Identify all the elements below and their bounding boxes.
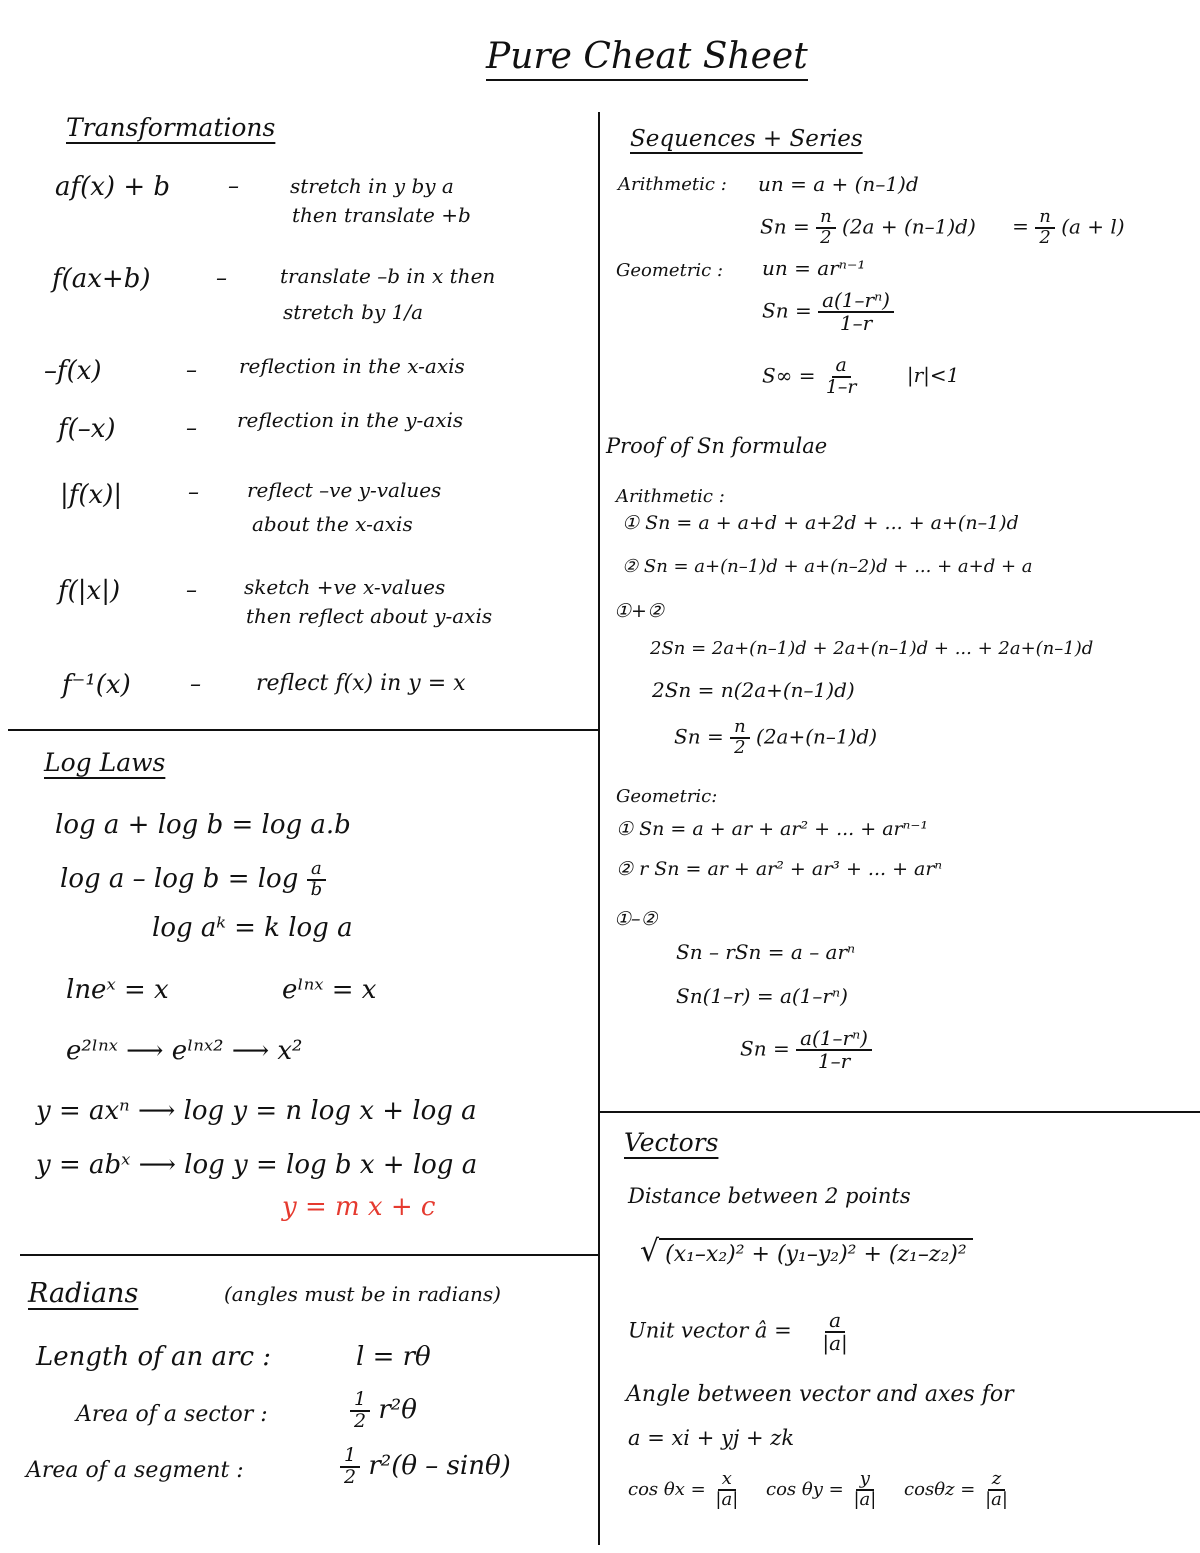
transform-expression: f(|x|) <box>58 576 121 606</box>
transform-dash: – <box>186 578 197 603</box>
log-law-power-model: y = axⁿ ⟶ log y = n log x + log a <box>36 1096 477 1126</box>
fraction <box>307 860 327 900</box>
transform-expression: |f(x)| <box>60 480 123 510</box>
transform-expression: –f(x) <box>44 356 102 386</box>
transform-dash: – <box>228 174 239 199</box>
fraction-numerator: a <box>825 1310 845 1333</box>
fraction <box>730 718 750 758</box>
arithmetic-label: Arithmetic : <box>618 174 727 195</box>
arc-length-formula: l = rθ <box>356 1342 431 1372</box>
transform-expression: f⁻¹(x) <box>62 670 131 700</box>
log-law-product: log a + log b = log a.b <box>55 810 351 840</box>
fraction-numerator: 1 <box>340 1446 360 1468</box>
proof-step-label: ①–② <box>614 908 658 930</box>
log-laws-heading: Log Laws <box>44 748 166 777</box>
arithmetic-sum <box>760 208 1125 248</box>
proof-line: ① Sn = a + ar + ar² + ... + arⁿ⁻¹ <box>616 818 928 840</box>
fraction-denominator: 1–r <box>839 311 873 335</box>
fraction-numerator: y <box>856 1470 874 1491</box>
arithmetic-sum-body: (2a + (n–1)d) <box>842 214 976 239</box>
radians-heading: Radians <box>28 1278 139 1309</box>
straight-line-form: y = m x + c <box>282 1192 436 1222</box>
cos-x-lhs: cos θx = <box>628 1478 706 1500</box>
unit-vector <box>628 1310 852 1354</box>
cos-z-lhs: cosθz = <box>904 1478 976 1500</box>
log-law-quotient <box>60 860 326 900</box>
proof-arithmetic-label: Arithmetic : <box>616 486 725 507</box>
fraction <box>822 356 861 398</box>
sector-area-label: Area of a sector : <box>76 1402 268 1427</box>
transform-description: then reflect about y-axis <box>246 604 493 628</box>
sector-area-tail: r²θ <box>378 1394 417 1425</box>
fraction-numerator: z <box>988 1470 1005 1491</box>
fraction <box>818 1310 851 1354</box>
fraction <box>796 1028 872 1072</box>
proof-line: ② r Sn = ar + ar² + ar³ + ... + arⁿ <box>616 858 943 880</box>
fraction-denominator: 2 <box>820 226 832 248</box>
angle-label: Angle between vector and axes for <box>626 1382 1014 1407</box>
geometric-sum <box>762 290 894 334</box>
fraction-denominator: 2 <box>734 736 746 758</box>
fraction-denominator: |a| <box>822 1331 848 1355</box>
divider-transform-log <box>8 729 598 731</box>
geometric-nth-term: un = arⁿ⁻¹ <box>762 256 866 280</box>
divider-log-radians <box>20 1254 598 1256</box>
fraction-denominator: |a| <box>853 1488 877 1510</box>
transform-expression: f(ax+b) <box>52 264 151 294</box>
proof-result <box>674 718 877 758</box>
distance-label: Distance between 2 points <box>628 1184 911 1208</box>
fraction <box>816 208 836 248</box>
proof-step-label: ①+② <box>614 600 664 622</box>
transformations-heading: Transformations <box>66 113 276 142</box>
proof-result-lhs: Sn = <box>674 724 724 749</box>
fraction-denominator: 2 <box>354 1409 367 1432</box>
fraction <box>818 290 894 334</box>
fraction <box>849 1470 880 1510</box>
segment-area-formula <box>340 1446 511 1488</box>
fraction-numerator: a(1–rⁿ) <box>818 290 894 313</box>
cos-y-lhs: cos θy = <box>766 1478 844 1500</box>
arithmetic-sum-alt: (a + l) <box>1061 214 1125 239</box>
transform-description: reflection in the y-axis <box>237 408 464 432</box>
fraction-denominator: 2 <box>344 1465 357 1488</box>
proof-line: Sn – rSn = a – arⁿ <box>676 940 856 964</box>
fraction-denominator: 2 <box>1039 226 1051 248</box>
proof-line: ② Sn = a+(n–1)d + a+(n–2)d + ... + a+d + a <box>622 556 1033 577</box>
transform-description: then translate +b <box>292 203 471 227</box>
geometric-label: Geometric : <box>616 260 724 281</box>
arithmetic-nth-term: un = a + (n–1)d <box>758 172 919 196</box>
page-title: Pure Cheat Sheet <box>486 36 808 81</box>
equals-sign: = <box>1012 214 1029 239</box>
transform-dash: – <box>188 480 199 505</box>
transform-expression: f(–x) <box>58 414 116 444</box>
direction-cosines <box>628 1470 1012 1510</box>
geometric-sum-infinity <box>762 356 959 398</box>
vertical-divider <box>598 112 600 1545</box>
segment-area-label: Area of a segment : <box>26 1458 244 1483</box>
transform-description: reflect –ve y-values <box>247 478 442 502</box>
vectors-heading: Vectors <box>624 1128 719 1157</box>
log-law-ln-e: lneˣ = x <box>66 975 169 1005</box>
proof-result-tail: (2a+(n–1)d) <box>756 724 878 749</box>
sum-infinity-lhs: S∞ = <box>762 363 816 388</box>
proof-line: 2Sn = 2a+(n–1)d + 2a+(n–1)d + ... + 2a+(n–1)d <box>650 638 1094 659</box>
arithmetic-sum-lhs: Sn = <box>760 214 810 239</box>
transform-description: reflection in the x-axis <box>239 354 465 378</box>
proof-result-lhs: Sn = <box>740 1036 790 1061</box>
transform-description: reflect f(x) in y = x <box>256 671 466 696</box>
transform-dash: – <box>186 416 197 441</box>
log-law-chain: e²ˡⁿˣ ⟶ eˡⁿˣ² ⟶ x² <box>66 1036 303 1066</box>
proof-result <box>740 1028 872 1072</box>
transform-description: translate –b in x then <box>280 264 496 288</box>
sqrt-icon: √ <box>640 1234 660 1269</box>
transform-dash: – <box>216 266 227 291</box>
log-law-quotient-lhs: log a – log b = log <box>60 863 299 894</box>
log-law-exponential-model: y = abˣ ⟶ log y = log b x + log a <box>36 1150 478 1180</box>
fraction-denominator: 1–r <box>825 375 857 398</box>
fraction <box>981 1470 1012 1510</box>
fraction-denominator: 1–r <box>817 1049 851 1073</box>
transform-dash: – <box>186 358 197 383</box>
fraction <box>1035 208 1055 248</box>
distance-formula <box>640 1234 973 1269</box>
proof-line: 2Sn = n(2a+(n–1)d) <box>652 678 855 702</box>
proof-line: Sn(1–r) = a(1–rⁿ) <box>676 984 848 1008</box>
sequences-heading: Sequences + Series <box>630 126 863 152</box>
distance-radicand: (x₁–x₂)² + (y₁–y₂)² + (z₁–z₂)² <box>659 1238 973 1267</box>
geometric-sum-lhs: Sn = <box>762 298 812 323</box>
proof-geometric-label: Geometric: <box>616 786 718 807</box>
fraction-numerator: n <box>730 718 750 739</box>
fraction-numerator: x <box>718 1470 736 1491</box>
fraction-numerator: 1 <box>350 1390 370 1412</box>
fraction-denominator: |a| <box>715 1488 739 1510</box>
transform-description: stretch by 1/a <box>283 300 424 324</box>
transform-dash: – <box>190 672 201 697</box>
log-law-power: log aᵏ = k log a <box>152 913 353 943</box>
convergence-condition: |r|<1 <box>906 363 960 388</box>
proof-heading: Proof of Sn formulae <box>606 434 828 458</box>
fraction-numerator: n <box>816 208 836 229</box>
unit-vector-label: Unit vector â = <box>628 1318 792 1343</box>
transform-description: about the x-axis <box>252 512 413 536</box>
radians-note: (angles must be in radians) <box>224 1282 501 1306</box>
fraction-numerator: a(1–rⁿ) <box>796 1028 872 1051</box>
segment-area-tail: r²(θ – sinθ) <box>368 1450 511 1481</box>
proof-line: ① Sn = a + a+d + a+2d + ... + a+(n–1)d <box>622 512 1019 534</box>
transform-description: stretch in y by a <box>290 174 454 198</box>
divider-series-vectors <box>598 1111 1200 1113</box>
fraction <box>711 1470 742 1510</box>
fraction <box>350 1390 370 1432</box>
transform-description: sketch +ve x-values <box>244 575 446 599</box>
vector-definition: a = xi + yj + zk <box>628 1426 795 1450</box>
transform-expression: af(x) + b <box>55 172 171 202</box>
sector-area-formula <box>350 1390 417 1432</box>
fraction-denominator: b <box>310 878 323 900</box>
arc-length-label: Length of an arc : <box>36 1342 272 1372</box>
fraction-numerator: a <box>307 860 326 881</box>
fraction-numerator: n <box>1035 208 1055 229</box>
fraction <box>340 1446 360 1488</box>
log-law-e-ln: eˡⁿˣ = x <box>282 975 377 1005</box>
fraction-numerator: a <box>832 356 851 378</box>
fraction-denominator: |a| <box>985 1488 1008 1510</box>
